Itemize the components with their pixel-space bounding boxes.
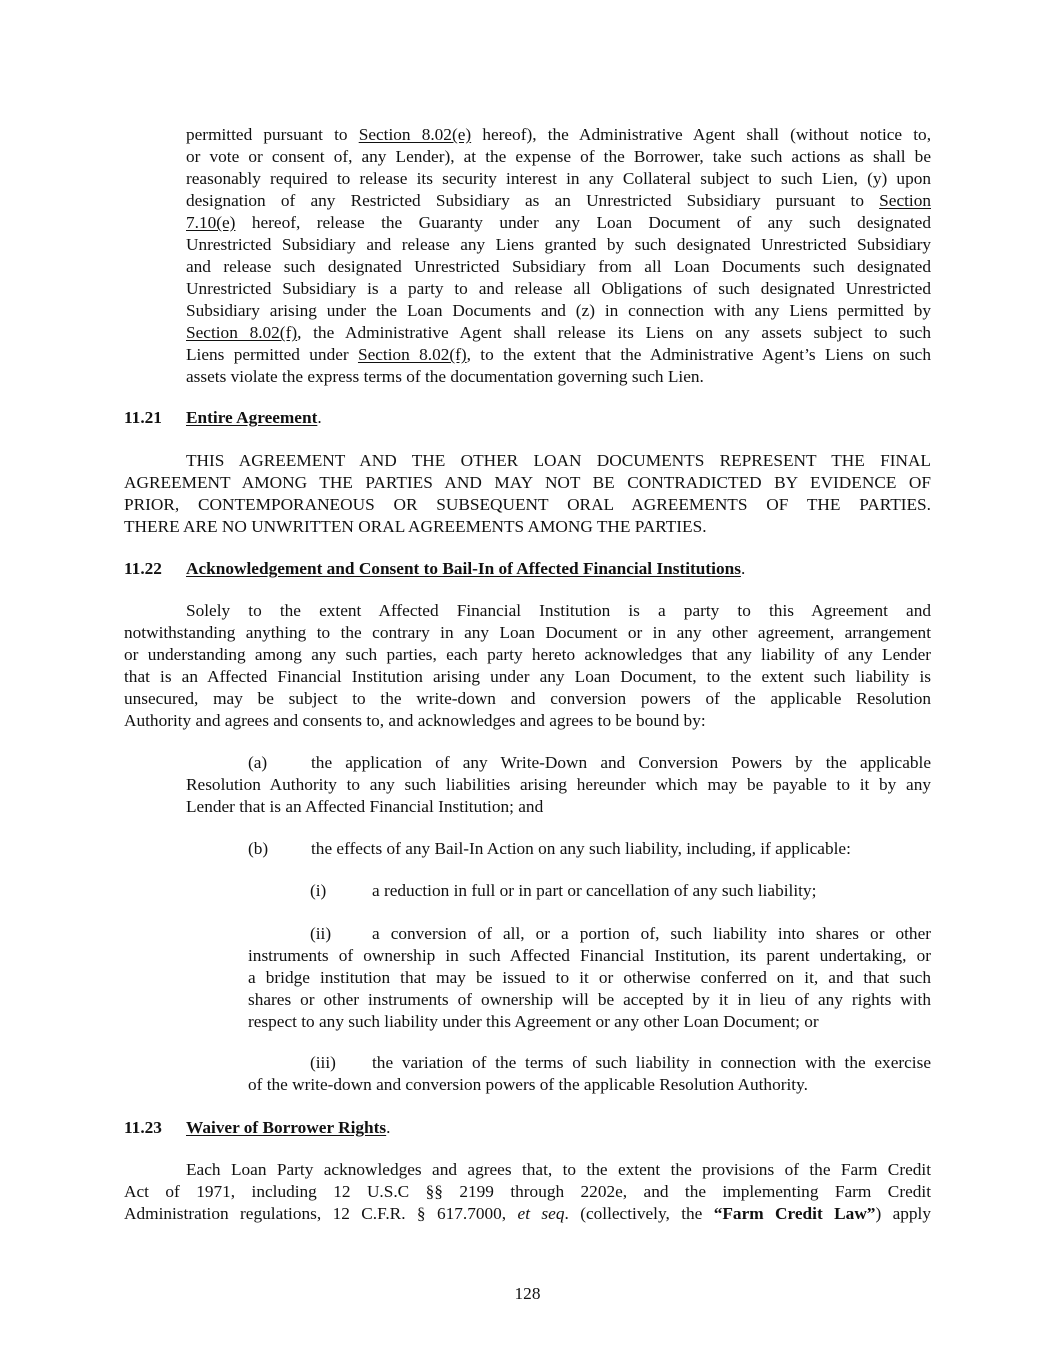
text-line <box>186 256 931 278</box>
italic-text: et seq <box>517 1204 565 1223</box>
section-title: Acknowledgement and Consent to Bail-In of Affected Financial Institutions <box>186 559 741 578</box>
text-line <box>186 322 931 344</box>
text-run: assets violate the express terms of the documentation governing such Lien. <box>186 367 704 386</box>
text-line <box>186 168 931 190</box>
list-label: (a) <box>248 753 268 772</box>
text-run: PRIOR, CONTEMPORANEOUS OR SUBSEQUENT ORAL AGREEMENTS OF THE PARTIES. <box>124 495 931 514</box>
text-run: , to the extent that the Administrative Agent’s Liens on such <box>466 345 931 364</box>
text-line <box>124 710 931 732</box>
text-line <box>124 450 931 472</box>
text-line <box>124 516 931 538</box>
text-line <box>186 124 931 146</box>
text-line <box>248 1052 931 1074</box>
text-run: of the write-down and conversion powers of the applicable Resolution Authority. <box>248 1075 808 1094</box>
text-run: the variation of the terms of such liability in connection with the exercise <box>372 1053 931 1072</box>
text-line <box>186 212 931 234</box>
text-run: Solely to the extent Affected Financial Institution is a party to this Agreement and <box>186 601 931 620</box>
text-line <box>124 688 931 710</box>
section-cross-reference: Section 8.02(e) <box>358 125 472 144</box>
text-run: reasonably required to release its security interest in any Collateral subject to such Lien, (y) upon <box>186 169 931 188</box>
text-line <box>186 366 931 388</box>
text-line <box>124 494 931 516</box>
section-cross-reference: Section 8.02(f) <box>357 345 467 364</box>
list-label: (ii) <box>310 924 332 943</box>
text-run: a bridge institution that may be issued to it or otherwise conferred on it, and that such <box>248 968 931 987</box>
text-run: designation of any Restricted Subsidiary as an Unrestricted Subsidiary pursuant to <box>186 191 880 210</box>
text-run: ) apply <box>875 1204 932 1223</box>
text-run: Unrestricted Subsidiary and release any Liens granted by such designated Unrestricted Subsidiary <box>186 235 931 254</box>
text-line <box>186 752 931 774</box>
list-item-iii <box>248 1052 931 1096</box>
section-heading-11-22: 11.22 Acknowledgement and Consent to Bail-In of Affected Financial Institutions. <box>124 559 746 578</box>
text-line <box>248 989 931 1011</box>
list-label: (b) <box>248 839 269 858</box>
section-heading-11-21: 11.21 Entire Agreement. <box>124 408 322 427</box>
entire-agreement-paragraph <box>124 450 931 538</box>
defined-term: “Farm Credit Law” <box>713 1204 876 1223</box>
text-run: Liens permitted under <box>186 345 358 364</box>
list-item-i <box>310 880 931 902</box>
text-run: Lender that is an Affected Financial Institution; and <box>186 797 544 816</box>
section-number: 11.22 <box>124 559 162 578</box>
text-run: THERE ARE NO UNWRITTEN ORAL AGREEMENTS AMONG THE PARTIES. <box>124 517 707 536</box>
text-line <box>186 234 931 256</box>
list-item-a <box>186 752 931 818</box>
text-run: the application of any Write-Down and Conversion Powers by the applicable <box>311 753 931 772</box>
text-line <box>248 967 931 989</box>
section-cross-reference: 7.10(e) <box>186 213 236 232</box>
text-run: and release such designated Unrestricted Subsidiary from all Loan Documents such designated <box>186 257 931 276</box>
text-run: Each Loan Party acknowledges and agrees that, to the extent the provisions of the Farm Credit <box>186 1160 931 1179</box>
text-run: Unrestricted Subsidiary is a party to and release all Obligations of such designated Unrestricted <box>186 279 931 298</box>
waiver-paragraph <box>124 1159 931 1225</box>
list-item-text: the effects of any Bail-In Action on any such liability, including, if applicable: <box>311 839 851 858</box>
text-line <box>124 1203 931 1225</box>
page-number: 128 <box>514 1284 541 1303</box>
text-run: a conversion of all, or a portion of, such liability into shares or other <box>372 924 931 943</box>
section-number: 11.21 <box>124 408 162 427</box>
text-line <box>124 666 931 688</box>
text-line <box>248 945 931 967</box>
text-run: hereof, release the Guaranty under any Loan Document of any such designated <box>235 213 931 232</box>
text-run: , the Administrative Agent shall release its Liens on any assets subject to such <box>297 323 931 342</box>
text-run: or understanding among any such parties, each party hereto acknowledges that any liability of any Lender <box>124 645 931 664</box>
text-line <box>186 344 931 366</box>
text-run: that is an Affected Financial Institution arising under any Loan Document, to the extent such liability is <box>124 667 931 686</box>
text-line <box>186 300 931 322</box>
text-line <box>186 146 931 168</box>
text-run: Act of 1971, including 12 U.S.C §§ 2199 through 2202e, and the implementing Farm Credit <box>124 1182 931 1201</box>
bail-in-paragraph <box>124 600 931 732</box>
section-cross-reference: Section <box>879 191 931 210</box>
text-run: or vote or consent of, any Lender), at the expense of the Borrower, take such actions as shall be <box>186 147 931 166</box>
text-line <box>124 1181 931 1203</box>
text-line <box>124 1159 931 1181</box>
text-line <box>186 278 931 300</box>
text-run: permitted pursuant to <box>186 125 359 144</box>
text-run: respect to any such liability under this Agreement or any other Loan Document; or <box>248 1012 819 1031</box>
list-label: (i) <box>310 881 327 900</box>
text-line <box>186 774 931 796</box>
text-run: Administration regulations, 12 C.F.R. § 617.7000, <box>124 1204 518 1223</box>
section-title: Entire Agreement <box>186 408 318 427</box>
section-cross-reference: Section 8.02(f) <box>186 323 298 342</box>
text-run: Resolution Authority to any such liabilities arising hereunder which may be payable to it by any <box>186 775 931 794</box>
text-run: shares or other instruments of ownership will be accepted by it in lieu of any rights with <box>248 990 931 1009</box>
section-title: Waiver of Borrower Rights <box>186 1118 387 1137</box>
continuation-paragraph <box>186 124 931 388</box>
text-run: hereof), the Administrative Agent shall (without notice to, <box>471 125 932 144</box>
text-run: AGREEMENT AMONG THE PARTIES AND MAY NOT BE CONTRADICTED BY EVIDENCE OF <box>124 473 931 492</box>
text-line <box>248 923 931 945</box>
section-heading-11-23: 11.23 Waiver of Borrower Rights. <box>124 1118 391 1137</box>
list-item-b <box>248 838 931 860</box>
list-label: (iii) <box>310 1053 336 1072</box>
text-run: unsecured, may be subject to the write-down and conversion powers of the applicable Resolution <box>124 689 931 708</box>
text-line <box>186 796 931 818</box>
text-run: notwithstanding anything to the contrary in any Loan Document or in any other agreement, arrangement <box>124 623 931 642</box>
text-run: Authority and agrees and consents to, and acknowledges and agrees to be bound by: <box>124 711 706 730</box>
list-item-ii <box>248 923 931 1033</box>
text-line <box>124 644 931 666</box>
text-run: . (collectively, the <box>564 1204 714 1223</box>
list-item-text: a reduction in full or in part or cancellation of any such liability; <box>372 881 817 900</box>
text-line <box>248 1011 931 1033</box>
text-line <box>186 190 931 212</box>
text-line <box>248 1074 931 1096</box>
text-line <box>124 600 931 622</box>
section-number: 11.23 <box>124 1118 162 1137</box>
text-line <box>124 472 931 494</box>
text-run: instruments of ownership in such Affected Financial Institution, its parent undertaking, or <box>248 946 931 965</box>
text-line <box>124 622 931 644</box>
text-run: THIS AGREEMENT AND THE OTHER LOAN DOCUMENTS REPRESENT THE FINAL <box>186 451 931 470</box>
text-run: Subsidiary arising under the Loan Documents and (z) in connection with any Liens permitted by <box>186 301 931 320</box>
